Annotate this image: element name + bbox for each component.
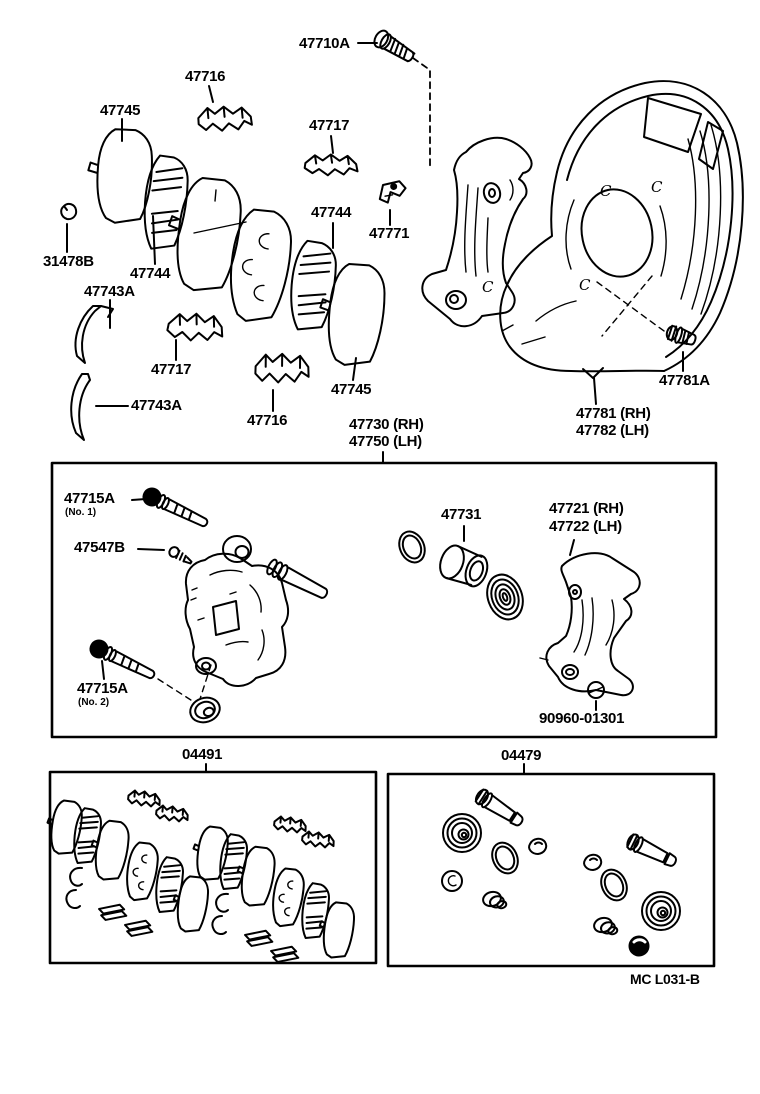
label-47782-lh: 47782 (LH) bbox=[576, 422, 649, 439]
label-47716-bottom: 47716 bbox=[247, 412, 288, 429]
label-47745-left: 47745 bbox=[100, 102, 141, 119]
kit-seal-ring-2 bbox=[596, 865, 631, 904]
piston-seal-ring bbox=[395, 528, 430, 567]
bleeder-cap-31478b bbox=[61, 204, 76, 219]
kit-rubber-cap bbox=[629, 936, 649, 956]
label-47744-left: 47744 bbox=[130, 265, 171, 282]
cast-mark: C bbox=[651, 178, 663, 196]
label-47715a-no1-sub: (No. 1) bbox=[65, 507, 97, 518]
kit-grommet-1 bbox=[481, 889, 507, 912]
fitting-47716-top bbox=[197, 103, 253, 135]
label-04491: 04491 bbox=[182, 746, 223, 763]
label-47715a-no2-sub: (No. 2) bbox=[78, 697, 110, 708]
union-bolt-47710a bbox=[372, 28, 418, 65]
support-47717-top bbox=[304, 150, 359, 179]
label-47771: 47771 bbox=[369, 225, 410, 242]
kit-seal-ring-1 bbox=[487, 838, 522, 877]
kit-boot-2 bbox=[642, 892, 680, 930]
label-47717-left: 47717 bbox=[151, 361, 192, 378]
damper-90960 bbox=[588, 682, 604, 698]
label-47743a-lower: 47743A bbox=[131, 397, 182, 414]
dust-shield-47781 bbox=[500, 81, 743, 378]
label-47743a-upper: 47743A bbox=[84, 283, 135, 300]
shim-47744-right bbox=[285, 239, 341, 334]
label-31478b: 31478B bbox=[43, 253, 94, 270]
slide-pin-upper bbox=[265, 558, 330, 602]
label-47710a: 47710A bbox=[299, 35, 350, 52]
label-47731: 47731 bbox=[441, 506, 482, 523]
seal-kit-contents bbox=[442, 788, 680, 956]
label-47730-rh: 47730 (RH) bbox=[349, 416, 424, 433]
kit-grommet-2 bbox=[592, 915, 618, 938]
inner-pad bbox=[160, 173, 247, 296]
label-47715a-no2: 47715A bbox=[77, 680, 128, 697]
cast-mark: C bbox=[482, 278, 494, 296]
piston-boot bbox=[481, 570, 529, 625]
label-47750-lh: 47750 (LH) bbox=[349, 433, 422, 450]
kit-pin-bolt-1 bbox=[473, 788, 525, 830]
caliper-window bbox=[213, 601, 239, 635]
label-90960-01301: 90960-01301 bbox=[539, 710, 625, 727]
pad-kit-box bbox=[50, 772, 376, 963]
kit-pin-bolt-2 bbox=[625, 833, 679, 870]
kit-cap-1 bbox=[529, 839, 546, 854]
pad-kit-contents bbox=[43, 787, 357, 965]
kit-boot-1 bbox=[443, 814, 481, 852]
kit-small-ring bbox=[442, 871, 462, 891]
pin-boot-bushing bbox=[187, 694, 223, 726]
bolt-alignment-dashed-line bbox=[413, 58, 430, 170]
seal-kit-box bbox=[388, 774, 714, 966]
label-47745-right: 47745 bbox=[331, 381, 372, 398]
kit-cap-2 bbox=[584, 855, 601, 870]
label-47744-right: 47744 bbox=[311, 204, 352, 221]
label-47781-rh: 47781 (RH) bbox=[576, 405, 651, 422]
fitting-47716-bottom bbox=[253, 349, 312, 389]
cast-mark: C bbox=[600, 182, 612, 200]
wear-indicator-47771 bbox=[379, 179, 406, 205]
bleeder-plug-47547b bbox=[168, 545, 194, 566]
pad-47745-right bbox=[314, 260, 389, 369]
slide-pin-no1 bbox=[140, 485, 211, 532]
doc-code: MC L031-B bbox=[630, 971, 700, 987]
label-47722-lh: 47722 (LH) bbox=[549, 518, 622, 535]
label-47715a-no1: 47715A bbox=[64, 490, 115, 507]
strip-47743a-lower bbox=[71, 374, 90, 440]
label-47721-rh: 47721 (RH) bbox=[549, 500, 624, 517]
piston-47731 bbox=[436, 542, 492, 590]
strip-47743a-upper bbox=[75, 306, 113, 363]
label-47717-top: 47717 bbox=[309, 117, 350, 134]
slide-pin-no2 bbox=[87, 637, 158, 684]
cast-mark: C bbox=[579, 276, 591, 294]
label-47781a: 47781A bbox=[659, 372, 710, 389]
label-47547b: 47547B bbox=[74, 539, 125, 556]
torque-plate-bracket bbox=[422, 138, 531, 326]
label-47716-top: 47716 bbox=[185, 68, 226, 85]
label-04479: 04479 bbox=[501, 747, 542, 764]
mounting-bracket-47721 bbox=[540, 553, 640, 695]
